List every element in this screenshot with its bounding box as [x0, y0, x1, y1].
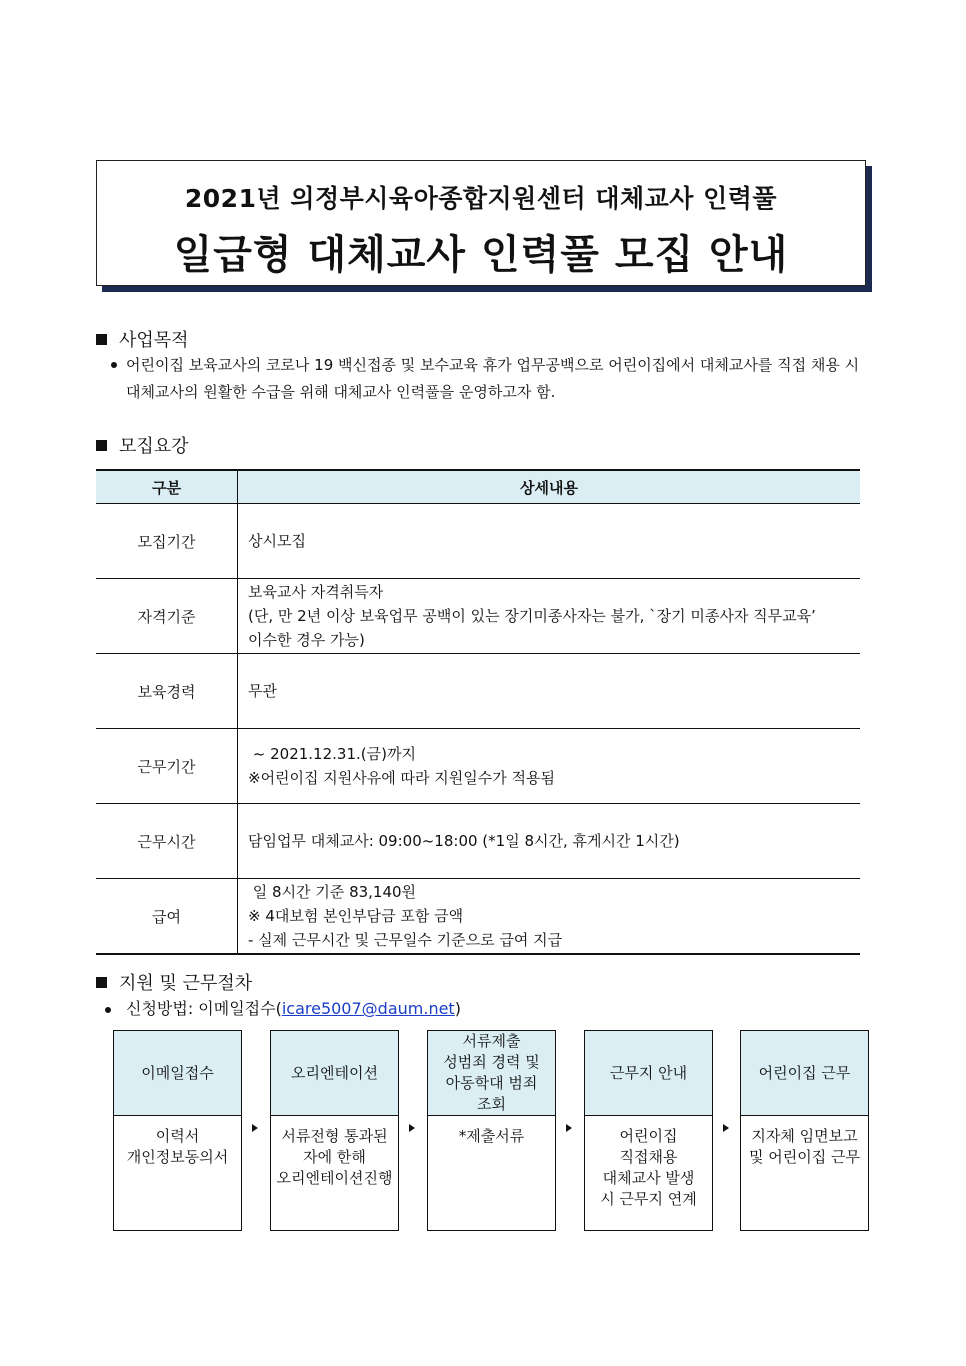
purpose-text-line1: 어린이집 보육교사의 코로나 19 백신접종 및 보수교육 휴가 업무공백으로 어린이집에서 대체교사를 직접 채용 시 [126, 356, 860, 374]
arrow-right-icon [252, 1124, 258, 1132]
flow-step-title [584, 1030, 713, 1116]
section-procedure-title: 지원 및 근무절차 [119, 973, 253, 994]
flow-step-detail-line: 개인정보동의서 [126, 1148, 229, 1166]
flow-step-title [270, 1030, 399, 1116]
flow-step-detail-line: 서류전형 통과된 [281, 1127, 388, 1145]
table-header-row [96, 470, 860, 504]
row-label: 근무기간 [96, 729, 238, 804]
flow-step-detail-line: 직접채용 [619, 1148, 678, 1166]
row-detail [238, 654, 861, 729]
table-row [96, 504, 860, 579]
flow-step-detail-line: *제출서류 [458, 1127, 525, 1145]
flow-step-detail-line: 자에 한해 [303, 1148, 366, 1166]
flow-step-work [740, 1030, 869, 1231]
flow-step-title-line: 이메일접수 [141, 1063, 214, 1082]
arrow-right-icon [409, 1124, 415, 1132]
flow-step-email [113, 1030, 242, 1231]
requirements-table [96, 469, 860, 955]
row-detail-line: ※ 4대보험 본인부담금 포함 금액 [248, 907, 464, 925]
flow-step-title-line: 근무지 안내 [609, 1063, 688, 1082]
row-label: 보육경력 [96, 654, 238, 729]
purpose-text-line2: 대체교사의 원활한 수급을 위해 대체교사 인력풀을 운영하고자 함. [126, 383, 556, 401]
section-purpose-heading [96, 326, 189, 352]
flow-step-detail [584, 1116, 713, 1231]
flow-step-title-line: 서류제출 [462, 1032, 521, 1050]
flow-step-title-line: 조회 [477, 1095, 506, 1113]
flow-step-detail [427, 1116, 556, 1231]
section-requirements-title: 모집요강 [119, 436, 189, 457]
column-header-details: 상세내용 [238, 470, 861, 504]
table-row [96, 804, 860, 879]
row-label: 자격기준 [96, 579, 238, 654]
row-detail-line: 상시모집 [248, 532, 306, 550]
flow-step-title-line: 아동학대 범죄 [445, 1074, 538, 1092]
flow-step-detail-line: 지자체 임면보고 [751, 1127, 858, 1145]
row-detail-line: ※어린이집 지원사유에 따라 지원일수가 적용됨 [248, 769, 555, 787]
flow-step-detail-line: 대체교사 발생 [602, 1169, 695, 1187]
square-bullet-icon [96, 977, 107, 988]
flow-step-detail [270, 1116, 399, 1231]
flow-step-detail-line: 및 어린이집 근무 [749, 1148, 860, 1166]
row-label: 급여 [96, 879, 238, 955]
application-method-close: ) [454, 999, 461, 1018]
flow-step-detail [113, 1116, 242, 1231]
row-detail-line: 무관 [248, 682, 277, 700]
square-bullet-icon [96, 334, 107, 345]
bullet-dot-icon [111, 362, 117, 368]
bullet-dot-icon [105, 1007, 111, 1013]
table-row [96, 729, 860, 804]
row-detail-line: - 실제 근무시간 및 근무일수 기준으로 급여 지급 [248, 931, 563, 949]
flow-step-title-line: 성범죄 경력 및 [443, 1053, 540, 1071]
row-label: 근무시간 [96, 804, 238, 879]
email-link[interactable]: icare5007@daum.net [281, 999, 455, 1018]
row-detail [238, 729, 861, 804]
table-row [96, 579, 860, 654]
application-method [126, 997, 461, 1021]
section-purpose-title: 사업목적 [119, 330, 189, 351]
flow-step-detail-line: 이력서 [155, 1127, 200, 1145]
flow-step-workplace [584, 1030, 713, 1231]
section-procedure-heading [96, 969, 252, 995]
row-detail [238, 504, 861, 579]
flow-step-title-line: 오리엔테이션 [291, 1063, 378, 1082]
document-title: 일급형 대체교사 인력풀 모집 안내 [173, 232, 789, 278]
flow-step-title [427, 1030, 556, 1116]
flow-step-detail-line: 오리엔테이션진행 [276, 1169, 393, 1187]
row-detail-line: 일 8시간 기준 83,140원 [248, 883, 417, 901]
document-subtitle: 2021년 의정부시육아종합지원센터 대체교사 인력풀 [184, 184, 778, 213]
flow-step-documents [427, 1030, 556, 1231]
square-bullet-icon [96, 440, 107, 451]
flow-step-orientation [270, 1030, 399, 1231]
application-method-label: 신청방법: 이메일접수( [126, 999, 282, 1018]
flow-step-detail-line: 어린이집 [619, 1127, 678, 1145]
flow-step-detail [740, 1116, 869, 1231]
row-detail-line: 담임업무 대체교사: 09:00~18:00 (*1일 8시간, 휴게시간 1시간) [248, 832, 680, 850]
row-detail [238, 579, 861, 654]
row-detail-line: 이수한 경우 가능) [248, 631, 365, 649]
table-row [96, 879, 860, 955]
column-header-category: 구분 [96, 470, 238, 504]
row-detail [238, 879, 861, 955]
table-row [96, 654, 860, 729]
flow-step-title-line: 어린이집 근무 [758, 1063, 851, 1082]
row-label: 모집기간 [96, 504, 238, 579]
flow-step-title [740, 1030, 869, 1116]
flow-step-title [113, 1030, 242, 1116]
section-requirements-heading [96, 432, 189, 458]
row-detail-line: ~ 2021.12.31.(금)까지 [248, 745, 416, 763]
row-detail [238, 804, 861, 879]
title-box [96, 160, 866, 286]
row-detail-line: 보육교사 자격취득자 [248, 583, 384, 601]
row-detail-line: (단, 만 2년 이상 보육업무 공백이 있는 장기미종사자는 불가, `장기 미종사자 직무교육’ [248, 607, 816, 625]
arrow-right-icon [566, 1124, 572, 1132]
arrow-right-icon [723, 1124, 729, 1132]
flow-step-detail-line: 시 근무지 연계 [600, 1190, 697, 1208]
